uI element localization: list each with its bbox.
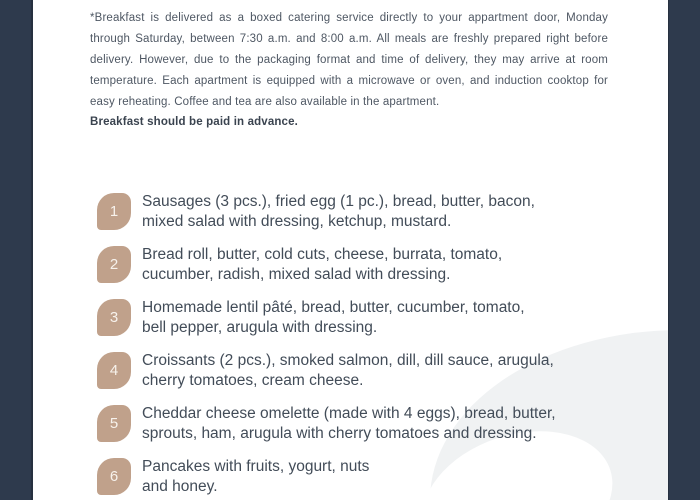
menu-item-line1: Croissants (2 pcs.), smoked salmon, dill, dill sauce, arugula, bbox=[142, 352, 554, 369]
item-number-badge: 5 bbox=[97, 405, 131, 442]
item-number-badge: 2 bbox=[97, 246, 131, 283]
item-number-badge: 6 bbox=[97, 458, 131, 495]
menu-item-text bbox=[142, 404, 556, 444]
menu-item-line1: Bread roll, butter, cold cuts, cheese, burrata, tomato, bbox=[142, 246, 503, 263]
intro-paragraph: *Breakfast is delivered as a boxed catering service directly to your appartment door, Monday through Saturday, between 7:30 a.m. and 8:00 a.m. All meals are freshly prepared right before delivery. However, due to the packaging format and time of delivery, they may arrive at room temperature. Each apartment is equipped with a microwave or oven, and induction cooktop for easy reheating. Coffee and tea are also available in the apartment. bbox=[90, 12, 608, 108]
item-number-badge: 1 bbox=[97, 193, 131, 230]
menu-item-6 bbox=[97, 457, 640, 497]
menu-item-line2: cherry tomatoes, cream cheese. bbox=[142, 372, 364, 389]
menu-item-line2: cucumber, radish, mixed salad with dressing. bbox=[142, 266, 451, 283]
menu-item-text bbox=[142, 298, 525, 338]
menu-item-text bbox=[142, 245, 502, 285]
right-border-panel bbox=[668, 0, 700, 500]
menu-item-4 bbox=[97, 351, 640, 391]
menu-item-line1: Pancakes with fruits, yogurt, nuts bbox=[142, 458, 370, 475]
menu-item-2 bbox=[97, 245, 640, 285]
left-border-panel bbox=[0, 0, 33, 500]
menu-item-text bbox=[142, 192, 535, 232]
menu-item-line2: and honey. bbox=[142, 478, 218, 495]
menu-item-line2: mixed salad with dressing, ketchup, mustard. bbox=[142, 213, 452, 230]
menu-item-line1: Cheddar cheese omelette (made with 4 eggs), bread, butter, bbox=[142, 405, 556, 422]
menu-item-text bbox=[142, 351, 554, 391]
menu-item-line2: bell pepper, arugula with dressing. bbox=[142, 319, 378, 336]
menu-item-3 bbox=[97, 298, 640, 338]
menu-item-text bbox=[142, 457, 369, 497]
item-number-badge: 3 bbox=[97, 299, 131, 336]
menu-item-line1: Sausages (3 pcs.), fried egg (1 pc.), bread, butter, bacon, bbox=[142, 193, 535, 210]
menu-item-line1: Homemade lentil pâté, bread, butter, cucumber, tomato, bbox=[142, 299, 525, 316]
payment-note: Breakfast should be paid in advance. bbox=[90, 116, 298, 128]
menu-item-5 bbox=[97, 404, 640, 444]
item-number-badge: 4 bbox=[97, 352, 131, 389]
menu-item-line2: sprouts, ham, arugula with cherry tomatoes and dressing. bbox=[142, 425, 537, 442]
menu-item-1 bbox=[97, 192, 640, 232]
breakfast-menu-list bbox=[97, 192, 640, 497]
